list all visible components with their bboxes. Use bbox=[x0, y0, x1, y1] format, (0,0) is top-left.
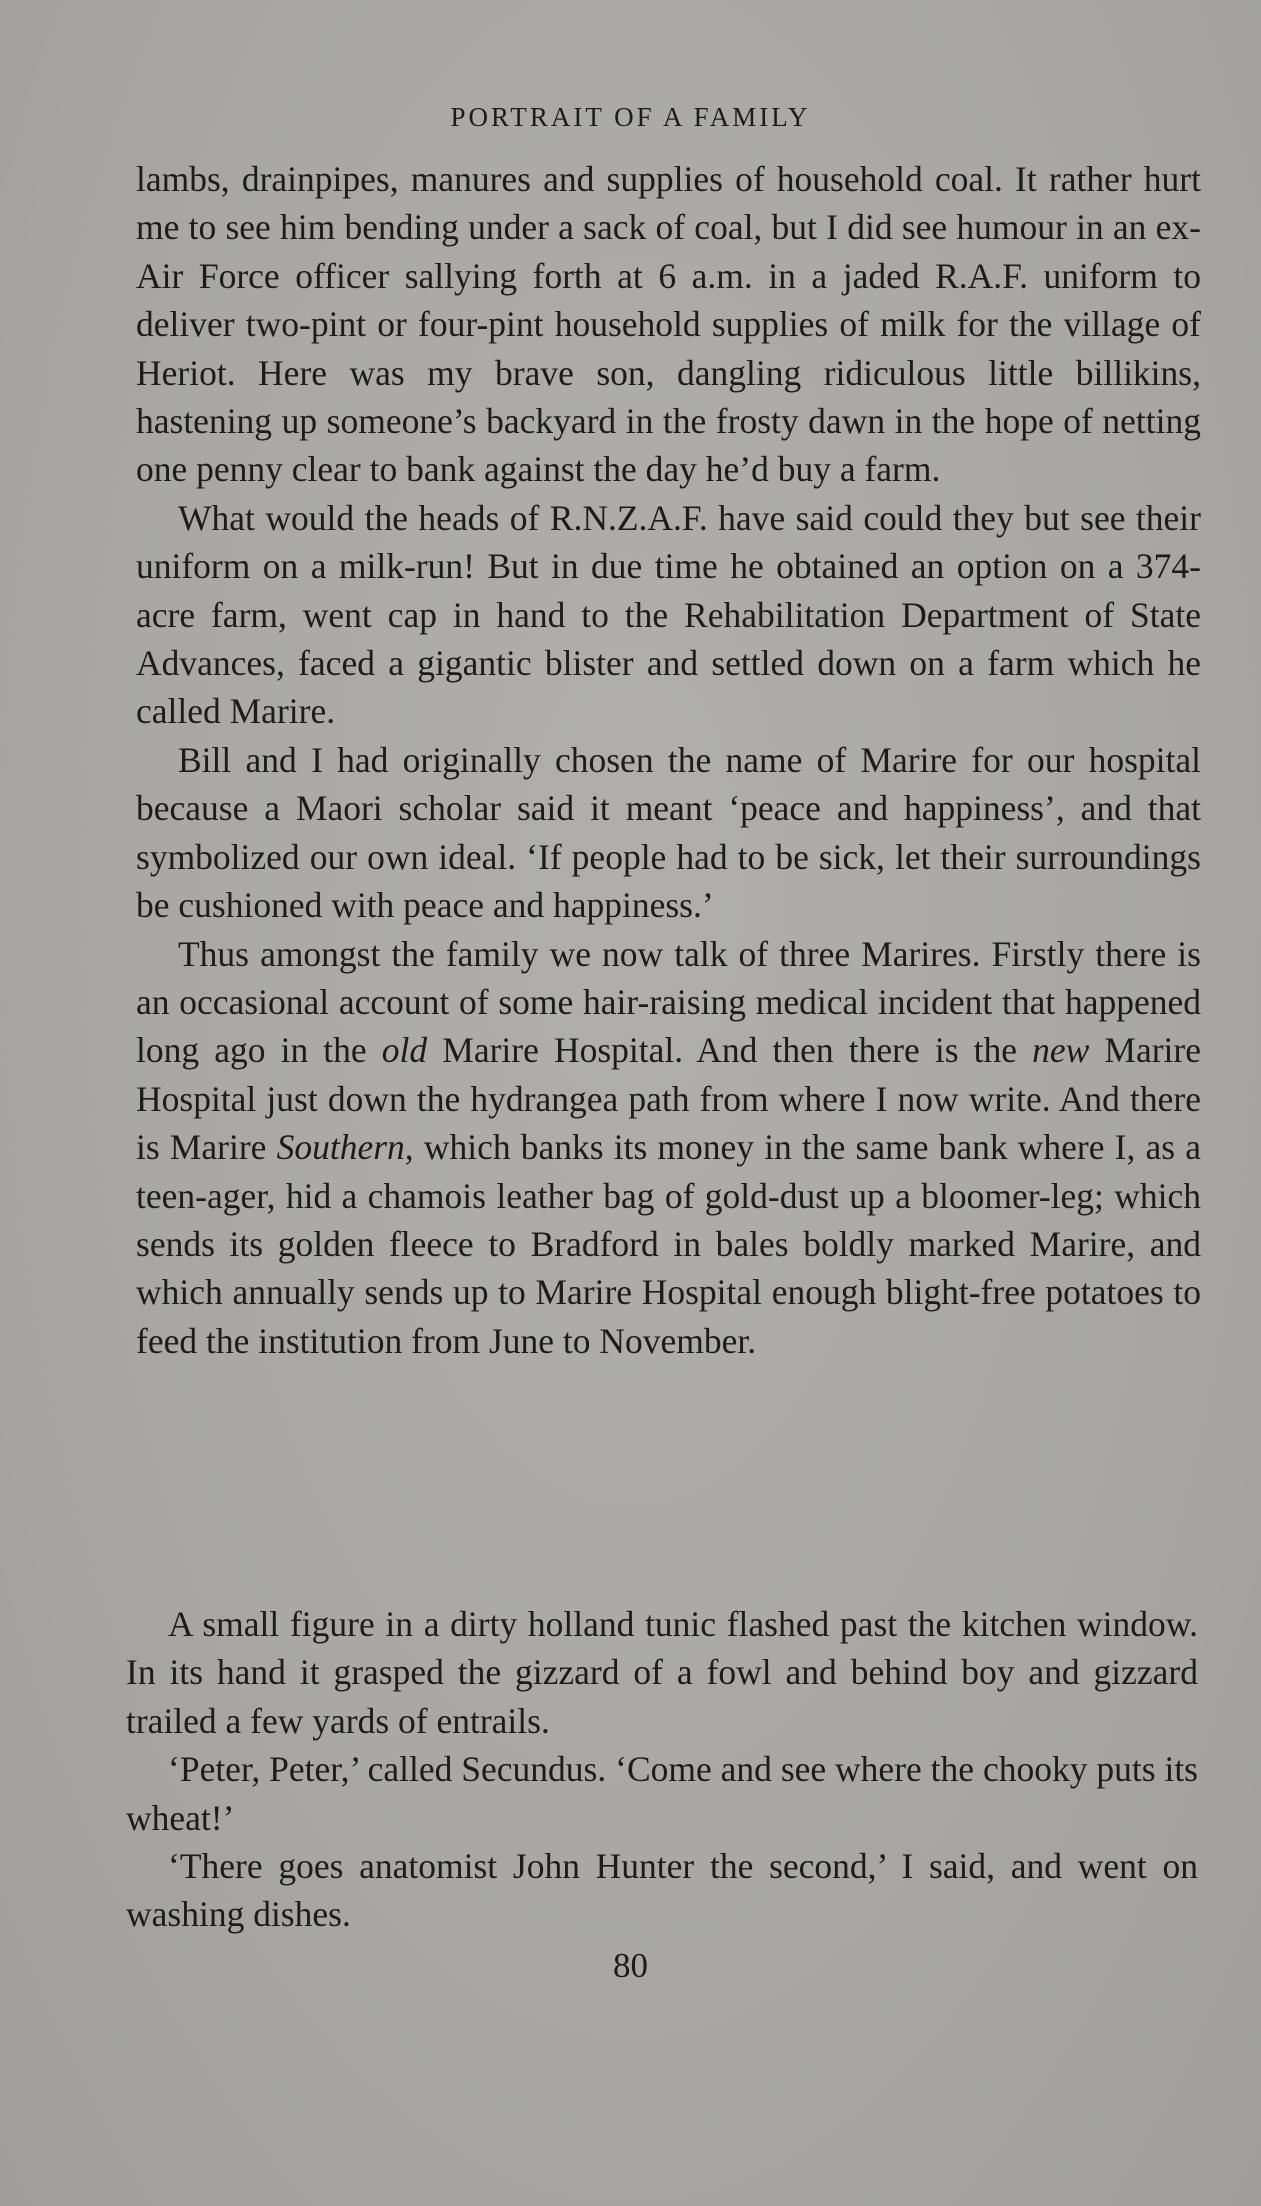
italic-word-new: new bbox=[1032, 1030, 1090, 1071]
paragraph bbox=[136, 930, 1201, 1366]
paragraph: ‘There goes anatomist John Hunter the second,’ I said, and went on washing dishes. bbox=[126, 1846, 1198, 1935]
section-two bbox=[126, 1600, 1198, 1939]
paragraph: lambs, drainpipes, manures and supplies of household coal. It rather hurt me to see him bending under a sack of coal, but I did see humour in an ex-Air Force officer sallying forth at 6 a.m. in a jaded R.A.F. uniform to deliver two-pint or four-pint household supplies of milk for the village of Heriot. Here was my brave son, dangling ridiculous little billikins, hastening up someone’s backyard in the frosty dawn in the hope of netting one penny clear to bank against the day he’d buy a farm. bbox=[136, 159, 1201, 490]
paragraph: What would the heads of R.N.Z.A.F. have said could they but see their uniform on a milk-run! But in due time he obtained an option on a 374-acre farm, went cap in hand to the Rehabilitation Department of State Advances, faced a gigantic blister and settled down on a farm which he called Marire. bbox=[136, 497, 1201, 732]
text-run: Marire Hospital. And then there is the bbox=[427, 1030, 1033, 1071]
paragraph: A small figure in a dirty holland tunic flashed past the kitchen window. In its hand it grasped the gizzard of a fowl and behind boy and gizzard trailed a few yards of entrails. bbox=[126, 1604, 1198, 1741]
paragraph: ‘Peter, Peter,’ called Secundus. ‘Come and see where the chooky puts its wheat!’ bbox=[126, 1749, 1198, 1838]
running-title: PORTRAIT OF A FAMILY bbox=[450, 102, 811, 132]
italic-word-southern: Southern, bbox=[276, 1127, 414, 1168]
paragraph: Bill and I had originally chosen the name of Marire for our hospital because a Maori scholar said it meant ‘peace and happiness’, and that symbolized our own ideal. ‘If people had to be sick, let their surroundings be cushioned with peace and happiness.’ bbox=[136, 739, 1201, 926]
text-run: which banks its money in the same bank where I, as a teen-ager, hid a chamois leather bag of gold-dust up a bloomer-leg; which sends its golden fleece to Bradford in bales boldly marked Marire, and which annually sends up to Marire Hospital enough blight-free potatoes to feed the institution from June to November. bbox=[136, 1127, 1202, 1361]
italic-word-old: old bbox=[381, 1030, 428, 1071]
page-number: 80 bbox=[613, 1946, 648, 1985]
section-one bbox=[136, 155, 1201, 1365]
text-run: Thus amongst the family we now talk of three Marires. Firstly there is an occasional account of some hair-raising medical incident that happened long ago in the bbox=[136, 933, 1201, 1071]
text-run: Marire Hospital just down the hydrangea path from where I now write. And there is Marire bbox=[136, 1030, 1201, 1168]
